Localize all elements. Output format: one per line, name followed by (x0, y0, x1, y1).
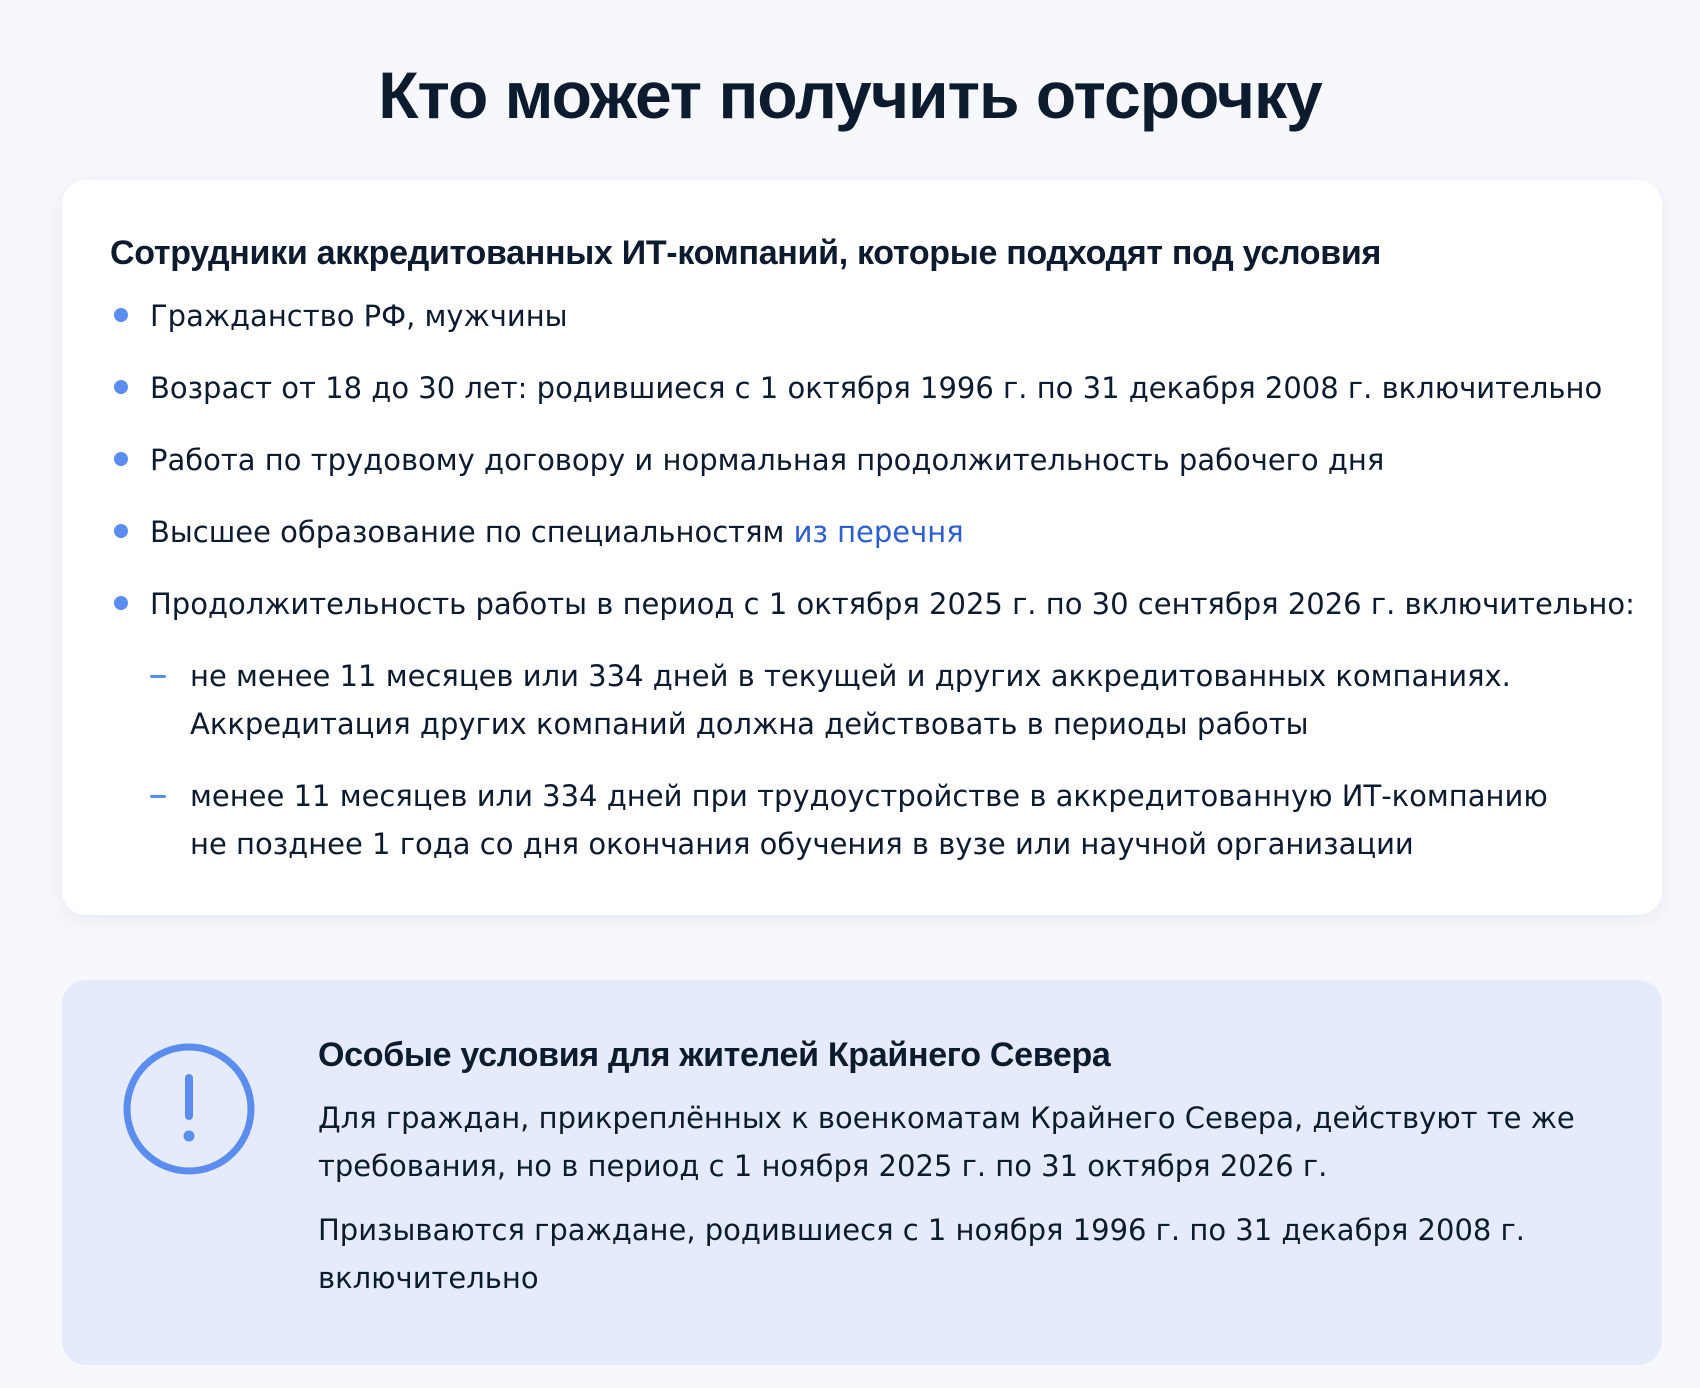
bullet-icon (114, 380, 128, 394)
notice-paragraph-birth-dates (318, 1206, 1618, 1302)
specialties-list-link[interactable]: из перечня (793, 515, 964, 549)
sub-requirement-graduate (150, 772, 1614, 868)
notice-paragraph-requirements (318, 1094, 1618, 1190)
requirement-employment (110, 436, 1614, 484)
conditions-card (62, 180, 1662, 915)
conditions-card-title: Сотрудники аккредитованных ИТ-компаний, которые подходят под условия (110, 234, 1382, 272)
far-north-notice (62, 980, 1662, 1365)
bullet-icon (114, 596, 128, 610)
sub-requirement-line: не менее 11 месяцев или 334 дней в текущей и других аккредитованных компаниях. (190, 659, 1511, 693)
notice-title: Особые условия для жителей Крайнего Севера (318, 1036, 1111, 1074)
notice-body (318, 1032, 1618, 1318)
requirements-list (110, 292, 1635, 868)
bullet-icon (114, 308, 128, 322)
requirement-text: Высшее образование по специальностям (150, 515, 794, 549)
requirement-citizenship (110, 292, 1614, 340)
notice-line: требования, но в период с 1 ноября 2025 г. по 31 октября 2026 г. (318, 1149, 1328, 1183)
bullet-icon (114, 452, 128, 466)
requirement-text: Возраст от 18 до 30 лет: родившиеся с 1 октября 1996 г. по 31 декабря 2008 г. включительно (150, 371, 1603, 405)
notice-line: включительно (318, 1261, 539, 1295)
requirement-text: Продолжительность работы в период с 1 октября 2025 г. по 30 сентября 2026 г. включительно: (150, 587, 1635, 621)
dash-icon (150, 795, 166, 798)
work-duration-sublist (150, 652, 1614, 868)
requirement-age (110, 364, 1614, 412)
bullet-icon (114, 524, 128, 538)
sub-requirement-current-company (150, 652, 1614, 748)
dash-icon (150, 675, 166, 678)
exclamation-circle-icon (122, 1042, 256, 1176)
notice-line: Призываются граждане, родившиеся с 1 ноября 1996 г. по 31 декабря 2008 г. (318, 1213, 1526, 1247)
requirement-education (110, 508, 1614, 556)
requirement-text: Гражданство РФ, мужчины (150, 299, 568, 333)
notice-line: Для граждан, прикреплённых к военкоматам Крайнего Севера, действуют те же (318, 1101, 1575, 1135)
page-title: Кто может получить отсрочку (378, 58, 1322, 132)
sub-requirement-line: менее 11 месяцев или 334 дней при трудоустройстве в аккредитованную ИТ-компанию (190, 779, 1548, 813)
sub-requirement-line: Аккредитация других компаний должна действовать в периоды работы (190, 707, 1309, 741)
requirement-work-duration (110, 580, 1635, 868)
sub-requirement-line: не позднее 1 года со дня окончания обучения в вузе или научной организации (190, 827, 1414, 861)
requirement-text: Работа по трудовому договору и нормальная продолжительность рабочего дня (150, 443, 1385, 477)
